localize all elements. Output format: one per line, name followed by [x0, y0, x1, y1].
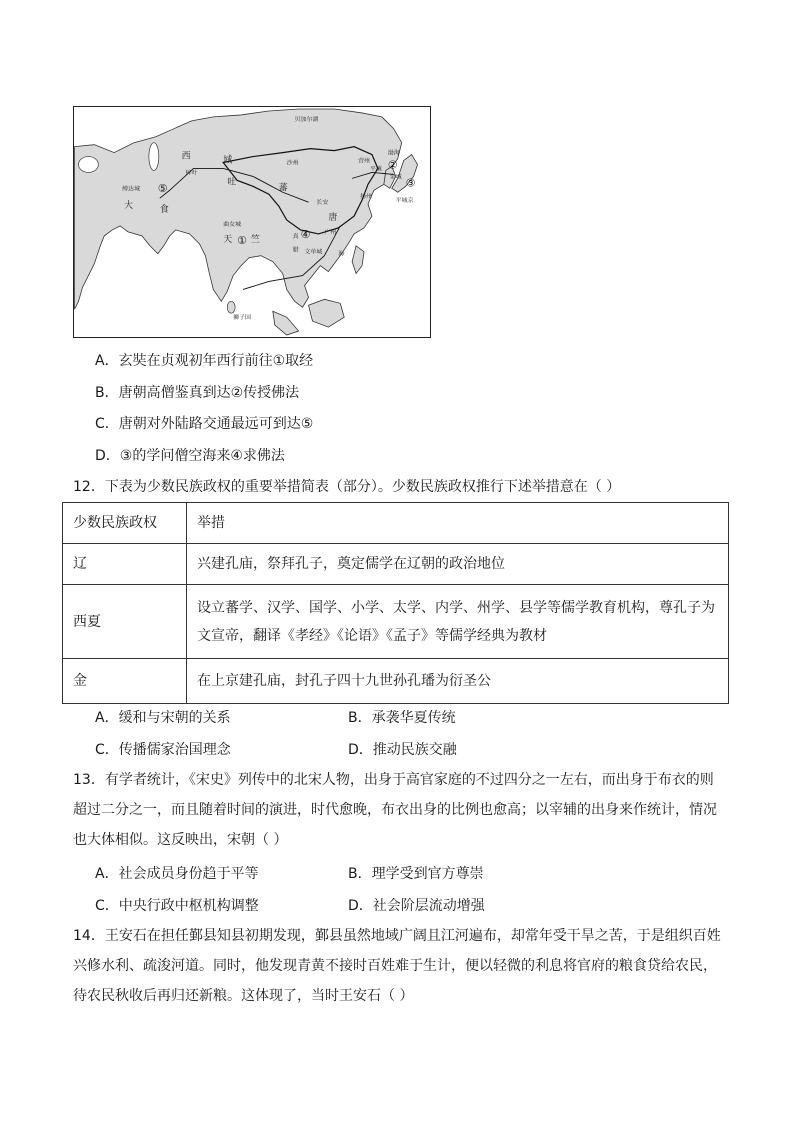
map-label: 渤海	[387, 149, 400, 157]
map-label: 金城	[389, 173, 402, 181]
map-label: 腊	[292, 246, 299, 254]
map-label: 曲女城	[223, 220, 242, 228]
q13-option-b[interactable]: B．理学受到官方尊崇	[348, 866, 484, 882]
map-label: 贝加尔湖	[294, 115, 319, 123]
map-srilanka	[227, 301, 235, 313]
q13-option-d[interactable]: D．社会阶层流动增强	[348, 898, 485, 914]
map-label: 吐	[227, 177, 237, 188]
q12-stem-text: 12．下表为少数民族政权的重要举措简表（部分）。少数民族政权推行下述举措意在（ ）	[73, 479, 621, 495]
q13-stem	[73, 765, 723, 855]
q11-option-a[interactable]: A．玄奘在贞观初年西行前往①取经	[95, 353, 314, 369]
map-label: 营州	[358, 157, 370, 165]
map-label: 食	[159, 205, 169, 216]
q12-stem	[73, 472, 773, 502]
map-marker-4: ④	[300, 227, 311, 241]
map-marker-2: ②	[387, 158, 398, 172]
map-label: 西	[181, 151, 191, 162]
map-label: 大	[124, 201, 134, 212]
q12-option-a[interactable]: A．缓和与宋朝的关系	[95, 710, 231, 726]
map-label: 平城京	[395, 197, 414, 205]
q14-stem	[73, 921, 723, 1011]
table-row	[63, 659, 729, 704]
table-header-cell: 举措	[187, 503, 729, 544]
map-caspian-sea	[149, 143, 159, 171]
q13-stem-text: 13．有学者统计，《宋史》列传中的北宋人物，出身于高官家庭的不过四分之一左右，而出身于布衣的则超过二分之一，而且随着时间的演进，时代愈晚，布衣出身的比例也愈高；以宰辅的出身来作统计，情况也大体相似。这反映出，宋朝（ ）	[73, 772, 717, 848]
map-label: 沙州	[286, 159, 299, 167]
q11-option-b[interactable]: B．唐朝高僧鉴真到达②传授佛法	[95, 385, 300, 401]
q13-option-a[interactable]: A．社会成员身份趋于平等	[95, 866, 259, 882]
q12-option-d[interactable]: D．推动民族交融	[348, 742, 457, 758]
tang-map-svg	[74, 107, 430, 337]
table-row	[63, 544, 729, 585]
q11-option-c[interactable]: C．唐朝对外陆路交通最远可到达⑤	[95, 416, 314, 432]
map-label: 竺	[251, 234, 260, 245]
map-label: 蕃	[278, 183, 288, 194]
table-cell: 西夏	[63, 585, 187, 659]
map-marker-5: ⑤	[157, 182, 168, 196]
map-label: 天	[223, 234, 233, 245]
map-black-sea	[79, 157, 99, 173]
map-figure	[73, 106, 431, 338]
map-label: 文单城	[304, 248, 323, 256]
table-header-row	[63, 503, 729, 544]
map-label: 唐	[328, 213, 338, 224]
map-label: 缚达城	[122, 185, 140, 193]
table-cell: 设立蕃学、汉学、国学、小学、太学、内学、州学、县学等儒学教育机构，尊孔子为文宣帝，翻译《孝经》《论语》《孟子》等儒学经典为教材	[187, 585, 729, 659]
table-row	[63, 585, 729, 659]
q12-table	[62, 502, 729, 704]
q11-option-d[interactable]: D．③的学问僧空海来④求佛法	[95, 448, 285, 464]
q12-option-c[interactable]: C．传播儒家治国理念	[95, 742, 231, 758]
map-label: 扬州	[360, 193, 372, 201]
map-label: 海	[338, 250, 345, 258]
map-label: 狮子国	[233, 314, 251, 322]
map-label: 域	[223, 155, 233, 166]
q14-stem-text: 14．王安石在担任鄞县知县初期发现，鄞县虽然地域广阔且江河遍布，却常年受干旱之苦，于是组织百姓兴修水利、疏浚河道。同时，他发现青黄不接时百姓难于生计，便以轻微的利息将官府的粮食贷给农民，待农民秋收后再归还新粮。这体现了，当时王安石（ ）	[73, 928, 721, 1004]
table-cell: 辽	[63, 544, 187, 585]
map-label: 碎叶	[185, 169, 198, 177]
map-label: 平壤	[369, 165, 382, 173]
q12-option-b[interactable]: B．承袭华夏传统	[348, 710, 456, 726]
table-header-cell: 少数民族政权	[63, 503, 187, 544]
table-cell: 兴建孔庙，祭拜孔子，奠定儒学在辽朝的政治地位	[187, 544, 729, 585]
map-marker-3: ③	[405, 176, 416, 190]
map-label: 真	[292, 232, 299, 240]
map-label: 广州	[324, 228, 337, 236]
map-label: 长安	[316, 199, 329, 207]
q13-option-c[interactable]: C．中央行政中枢机构调整	[95, 898, 259, 914]
map-marker-1: ①	[237, 233, 247, 247]
table-cell: 金	[63, 659, 187, 704]
table-cell: 在上京建孔庙，封孔子四十九世孙孔璠为衍圣公	[187, 659, 729, 704]
